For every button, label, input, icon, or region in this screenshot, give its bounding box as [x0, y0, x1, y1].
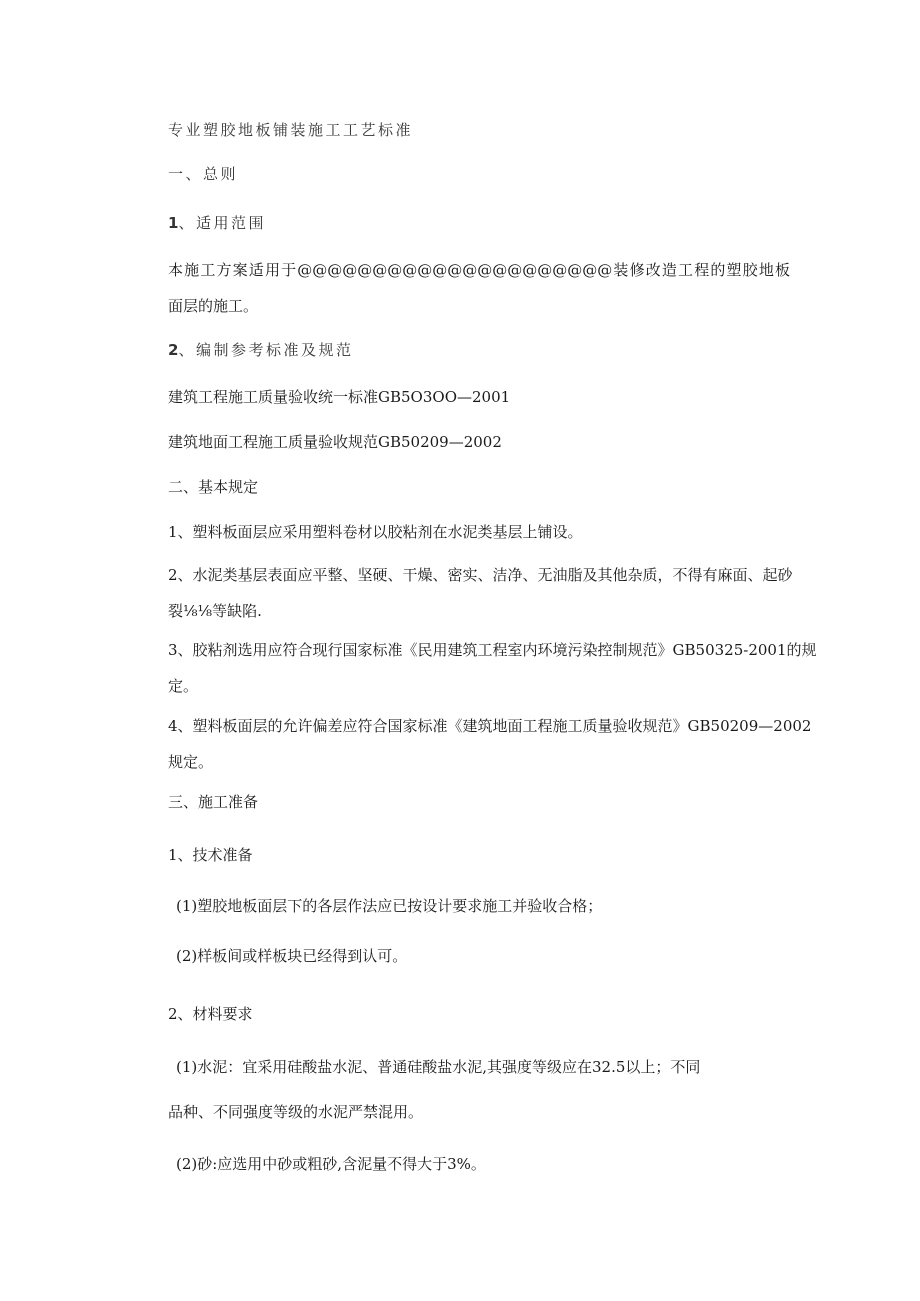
subheading-number: 2 [168, 341, 179, 359]
technical-item: (2)样板间或样板块已经得到认可。 [176, 947, 408, 965]
subheading-number: 1 [168, 214, 179, 232]
section-heading-general: 一、总则 [168, 165, 239, 183]
technical-item: (1)塑胶地板面层下的各层作法应已按设计要求施工并验收合格； [176, 897, 603, 915]
section-heading-basic-rules: 二、基本规定 [168, 478, 259, 496]
standard-item: 建筑地面工程施工质量验收规范GB50209—2002 [168, 433, 502, 451]
subheading-technical: 1、技术准备 [168, 846, 253, 864]
paragraph-line: 面层的施工。 [168, 297, 259, 315]
standard-item: 建筑工程施工质量验收统一标准GB5O3OO—2001 [168, 388, 511, 406]
subheading-materials: 2、材料要求 [168, 1005, 253, 1023]
paragraph-line: 3、胶粘剂选用应符合现行国家标准《民用建筑工程室内环境污染控制规范》GB50325-2001的规 [168, 641, 817, 659]
rule-item [168, 565, 793, 621]
subheading-scope [168, 213, 266, 233]
subheading-label: 、适用范围 [178, 214, 266, 232]
section-heading-preparation: 三、施工准备 [168, 793, 259, 811]
rule-item: 1、塑料板面层应采用塑料卷材以胶粘剂在水泥类基层上铺设。 [168, 523, 583, 541]
document-title: 专业塑胶地板铺装施工工艺标准 [168, 121, 414, 139]
paragraph-scope [168, 260, 790, 316]
material-item: (2)砂:应选用中砂或粗砂,含泥量不得大于3%。 [176, 1155, 486, 1173]
paragraph-line: 定。 [168, 677, 199, 695]
material-item-continued: 品种、不同强度等级的水泥严禁混用。 [168, 1103, 424, 1121]
material-item: (1)水泥：宜采用硅酸盐水泥、普通硅酸盐水泥,其强度等级应在32.5以上；不同 [176, 1058, 701, 1076]
rule-item [168, 716, 812, 772]
paragraph-line: 2、水泥类基层表面应平整、坚硬、干燥、密实、洁净、无油脂及其他杂质，不得有麻面、起砂 [168, 566, 793, 584]
paragraph-line: 规定。 [168, 753, 214, 771]
paragraph-line: 4、塑料板面层的允许偏差应符合国家标准《建筑地面工程施工质量验收规范》GB50209—2002 [168, 717, 812, 735]
paragraph-line: 本施工方案适用于@@@@@@@@@@@@@@@@@@@@@装修改造工程的塑胶地板 [168, 261, 790, 279]
paragraph-line: 裂⅛⅛等缺陷. [168, 602, 262, 620]
rule-item [168, 640, 817, 696]
subheading-label: 、编制参考标准及规范 [178, 341, 354, 359]
subheading-standards [168, 340, 353, 360]
